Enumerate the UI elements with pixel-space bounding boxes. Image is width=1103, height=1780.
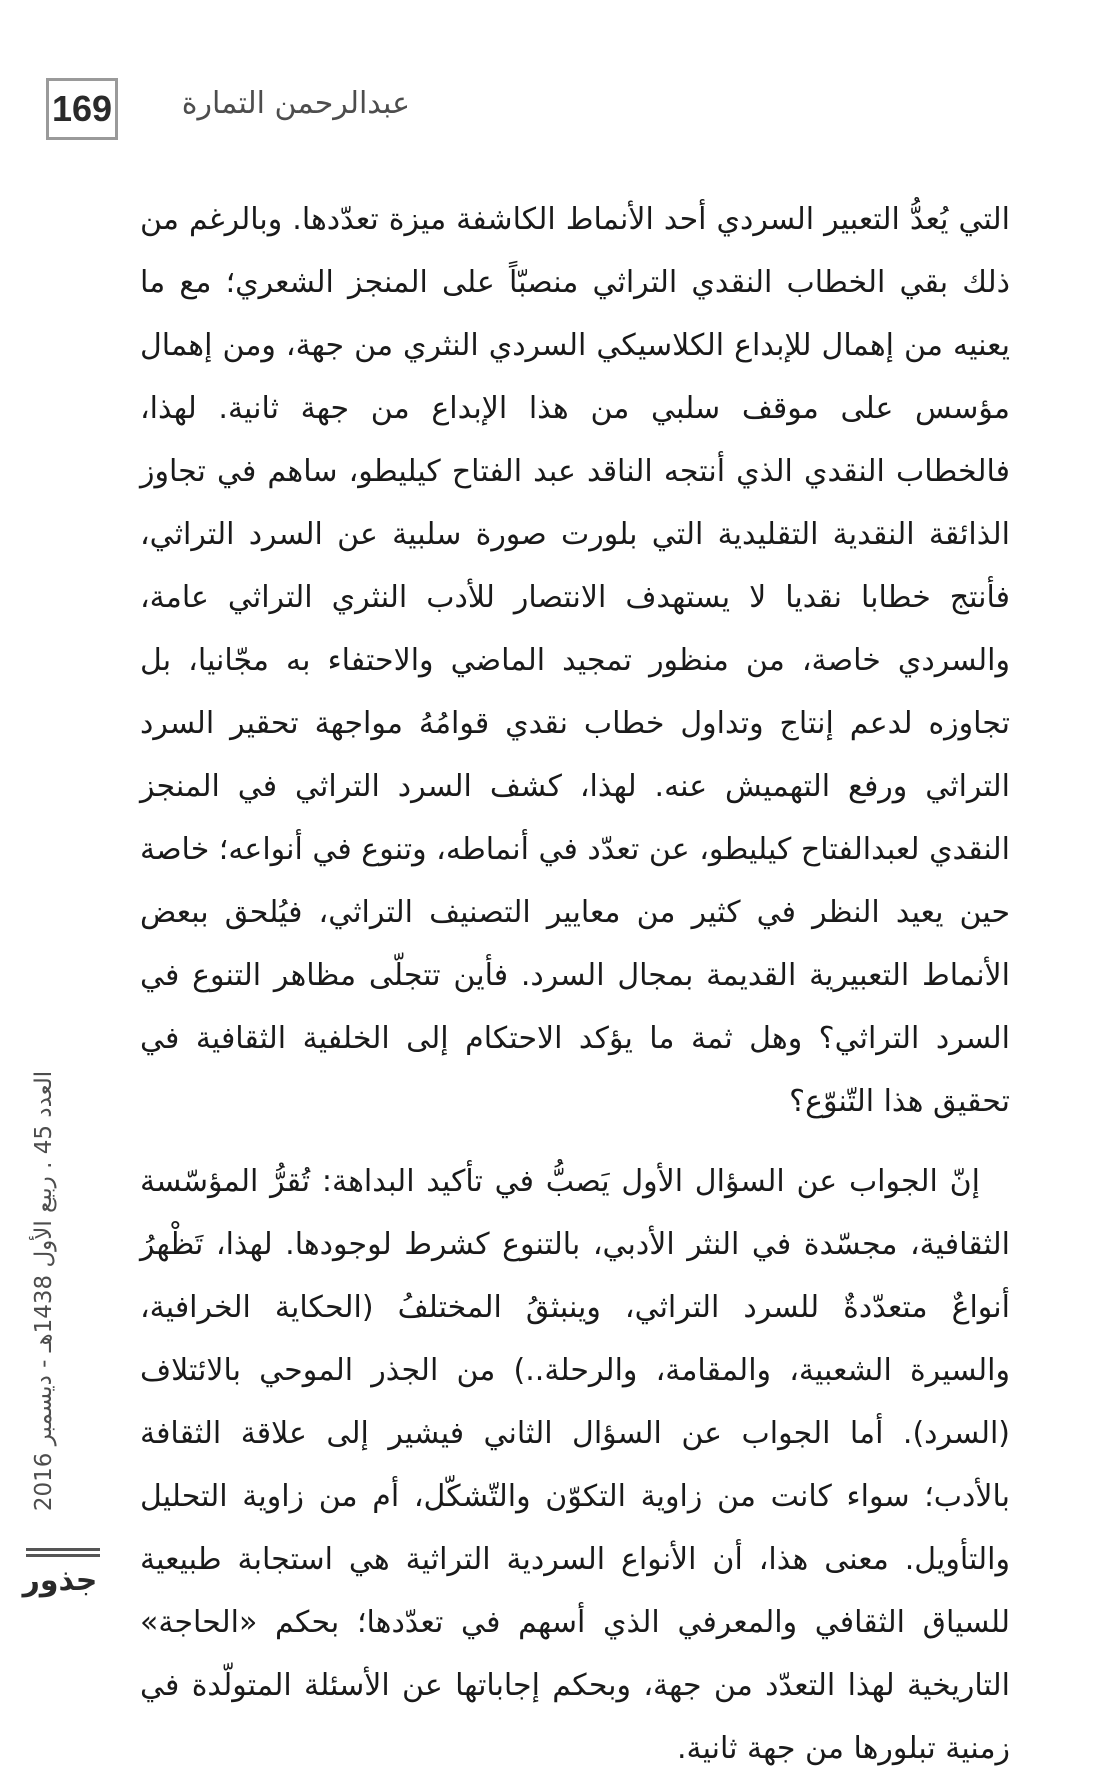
paragraph-2: إنّ الجواب عن السؤال الأول يَصبُّ في تأكيد البداهة: تُقرُّ المؤسّسة الثقافية، مجسّدة في النثر الأدبي، بالتنوع كشرط لوجودها. لهذا، تَظْهرُ أنواعٌ متعدّدةٌ للسرد التراثي، وينبثقُ المختلفُ (الحكاية الخرافية، والسيرة الشعبية، والمقامة، والرحلة..) من الجذر الموحي بالائتلاف (السرد). أما الجواب عن السؤال الثاني فيشير إلى علاقة الثقافة بالأدب؛ سواء كانت من زاوية التكوّن والتّشكّل، أم من زاوية التحليل والتأويل. معنى هذا، أن الأنواع السردية التراثية هي استجابة طبيعية للسياق الثقافي والمعرفي الذي أسهم في تعدّدها؛ بحكم «الحاجة» التاريخية لهذا التعدّد من جهة، وبحكم إجاباتها عن الأسئلة المتولّدة في زمنية تبلورها من جهة ثانية. xyxy=(140,1164,1010,1766)
journal-logo: جذور xyxy=(22,1563,98,1598)
article-body xyxy=(140,188,1010,1780)
running-header-author: عبدالرحمن التمارة xyxy=(181,86,410,121)
paragraph-1: التي يُعدُّ التعبير السردي أحد الأنماط الكاشفة ميزة تعدّدها. وبالرغم من ذلك بقي الخطاب النقدي التراثي منصبّاً على المنجز الشعري؛ مع ما يعنيه من إهمال للإبداع الكلاسيكي السردي النثري من جهة، ومن إهمال مؤسس على موقف سلبي من هذا الإبداع من جهة ثانية. لهذا، فالخطاب النقدي الذي أنتجه الناقد عبد الفتاح كيليطو، ساهم في تجاوز الذائقة النقدية التقليدية التي بلورت صورة سلبية عن السرد التراثي، فأنتج خطابا نقديا لا يستهدف الانتصار للأدب النثري التراثي عامة، والسردي خاصة، من منظور تمجيد الماضي والاحتفاء به مجّانيا، بل تجاوزه لدعم إنتاج وتداول خطاب نقدي قوامُهُ مواجهة تحقير السرد التراثي ورفع التهميش عنه. لهذا، كشف السرد التراثي في المنجز النقدي لعبدالفتاح كيليطو، عن تعدّد في أنماطه، وتنوع في أنواعه؛ خاصة حين يعيد النظر في كثير من معايير التصنيف التراثي، فيُلحق ببعض الأنماط التعبيرية القديمة بمجال السرد. فأين تتجلّى مظاهر التنوع في السرد التراثي؟ وهل ثمة ما يؤكد الاحتكام إلى الخلفية الثقافية في تحقيق هذا التّنوّع؟ xyxy=(140,202,1010,1119)
divider xyxy=(26,1554,100,1557)
divider xyxy=(26,1548,100,1551)
issue-info: العدد 45 . ربيع الأول 1438هـ - ديسمبر 2016 xyxy=(31,1070,57,1512)
page-number: 169 xyxy=(46,78,118,140)
